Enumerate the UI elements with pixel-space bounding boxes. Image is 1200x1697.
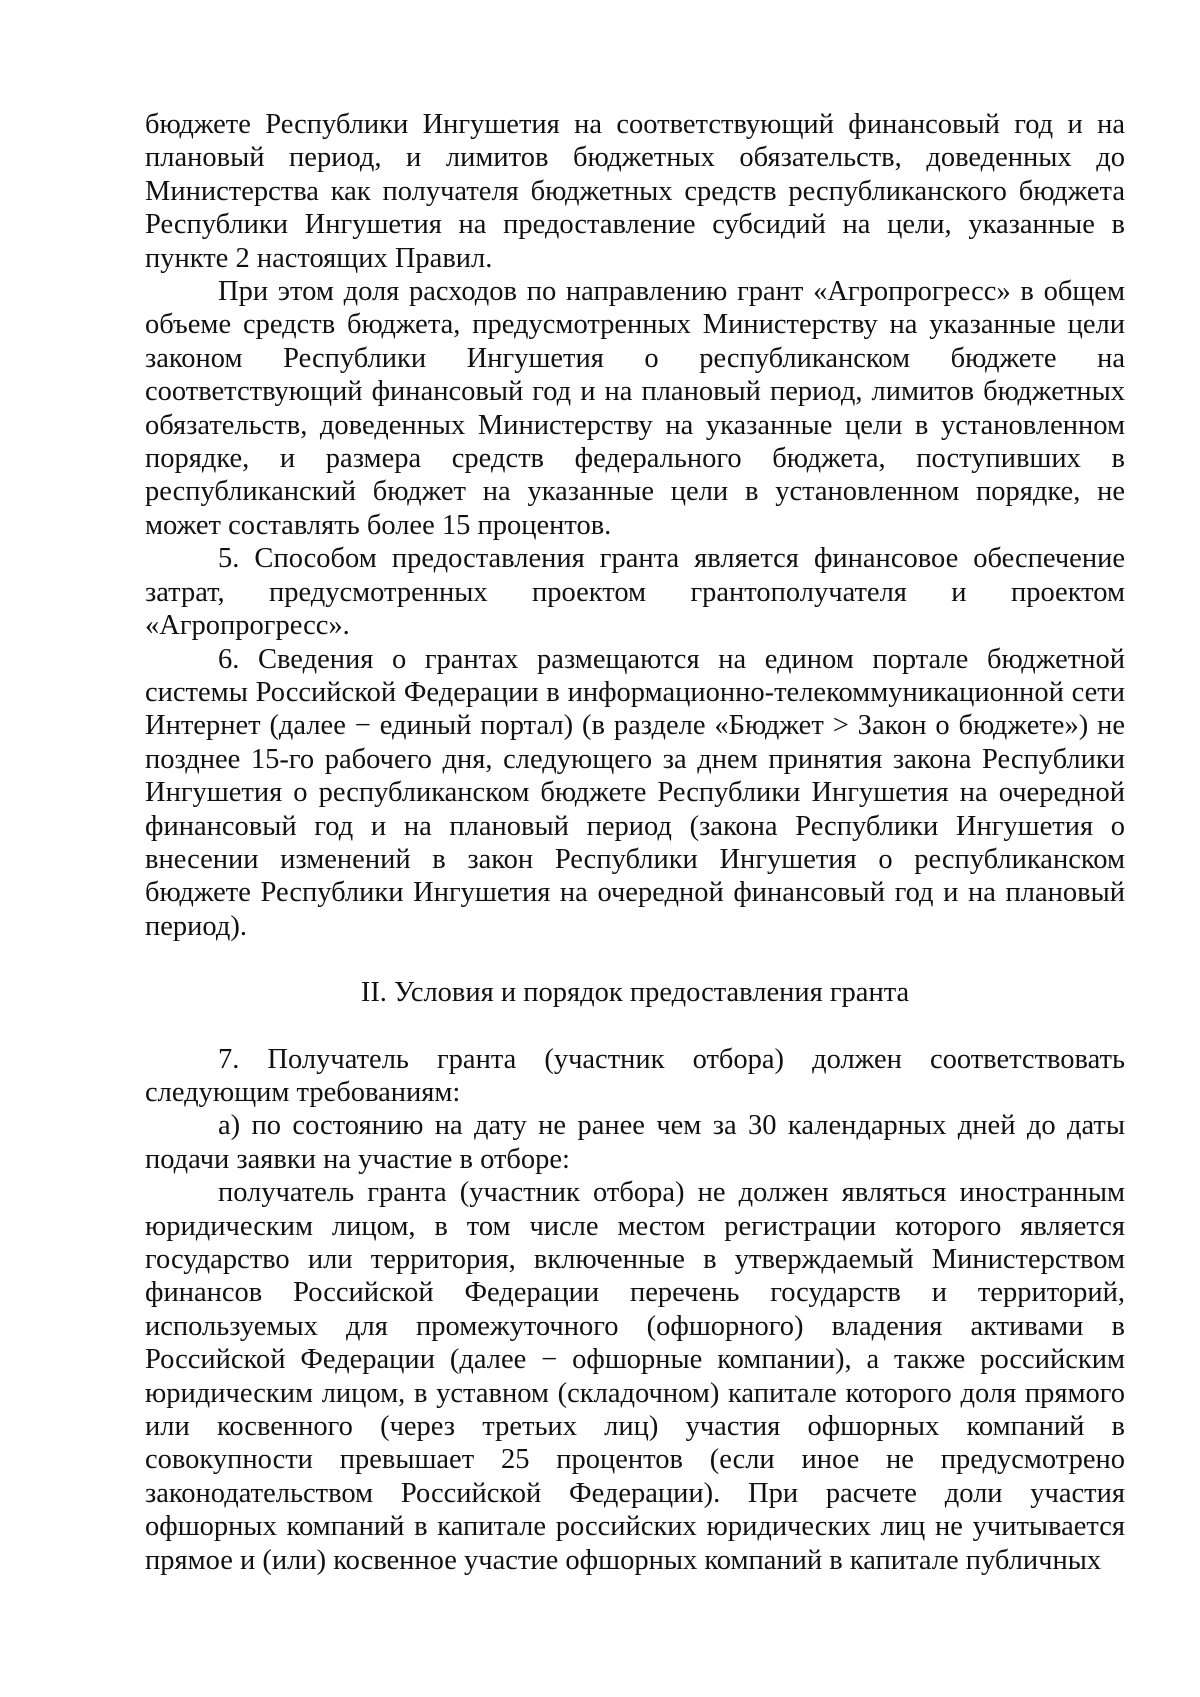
paragraph-expense-share: При этом доля расходов по направлению грант «Агропрогресс» в общем объеме средств бюджета, предусмотренных Министерству на указанные цели законом Республики Ингушетия о республиканском бюджете на соответствующий финансовый год и на плановый период, лимитов бюджетных обязательств, доведенных Министерству на указанные цели в установленном порядке, и размера средств федерального бюджета, поступивших в республиканский бюджет на указанные цели в установленном порядке, не может составлять более 15 процентов. (145, 276, 1125, 541)
paragraph-budget-continuation: бюджете Республики Ингушетия на соответствующий финансовый год и на плановый период, и лимитов бюджетных обязательств, доведенных до Министерства как получателя бюджетных средств республиканского бюджета Республики Ингушетия на предоставление субсидий на цели, указанные в пункте 2 настоящих Правил. (145, 109, 1125, 274)
paragraph-item-6: 6. Сведения о грантах размещаются на едином портале бюджетной системы Российской Федерации в информационно-телекоммуникационной сети Интернет (далее − единый портал) (в разделе «Бюджет > Закон о бюджете») не позднее 15-го рабочего дня, следующего за днем принятия закона Республики Ингушетия о республиканском бюджете Республики Ингушетия на очередной финансовый год и на плановый период (закона Республики Ингушетия о внесении изменений в закон Республики Ингушетия о республиканском бюджете Республики Ингушетия на очередной финансовый год и на плановый период). (145, 643, 1125, 942)
section-heading: II. Условия и порядок предоставления гранта (360, 977, 910, 1009)
paragraph-item-7: 7. Получатель гранта (участник отбора) должен соответствовать следующим требованиям: (145, 1043, 1125, 1108)
paragraph-offshore-requirement: получатель гранта (участник отбора) не должен являться иностранным юридическим лицом, в том числе местом регистрации которого является государство или территория, включенные в утверждаемый Министерством финансов Российской Федерации перечень государств и территорий, используемых для промежуточного (офшорного) владения активами в Российской Федерации (далее − офшорные компании), а также российским юридическим лицом, в уставном (складочном) капитале которого доля прямого или косвенного (через третьих лиц) участия офшорных компаний в совокупности превышает 25 процентов (если иное не предусмотрено законодательством Российской Федерации). При расчете доли участия офшорных компаний в капитале российских юридических лиц не учитывается прямое и (или) косвенное участие офшорных компаний в капитале публичных (145, 1177, 1125, 1576)
paragraph-subitem-a: а) по состоянию на дату не ранее чем за 30 календарных дней до даты подачи заявки на участие в отборе: (145, 1110, 1125, 1175)
document-page (145, 108, 1125, 1577)
paragraph-item-5: 5. Способом предоставления гранта является финансовое обеспечение затрат, предусмотренных проектом грантополучателя и проектом «Агропрогресс». (145, 543, 1125, 642)
